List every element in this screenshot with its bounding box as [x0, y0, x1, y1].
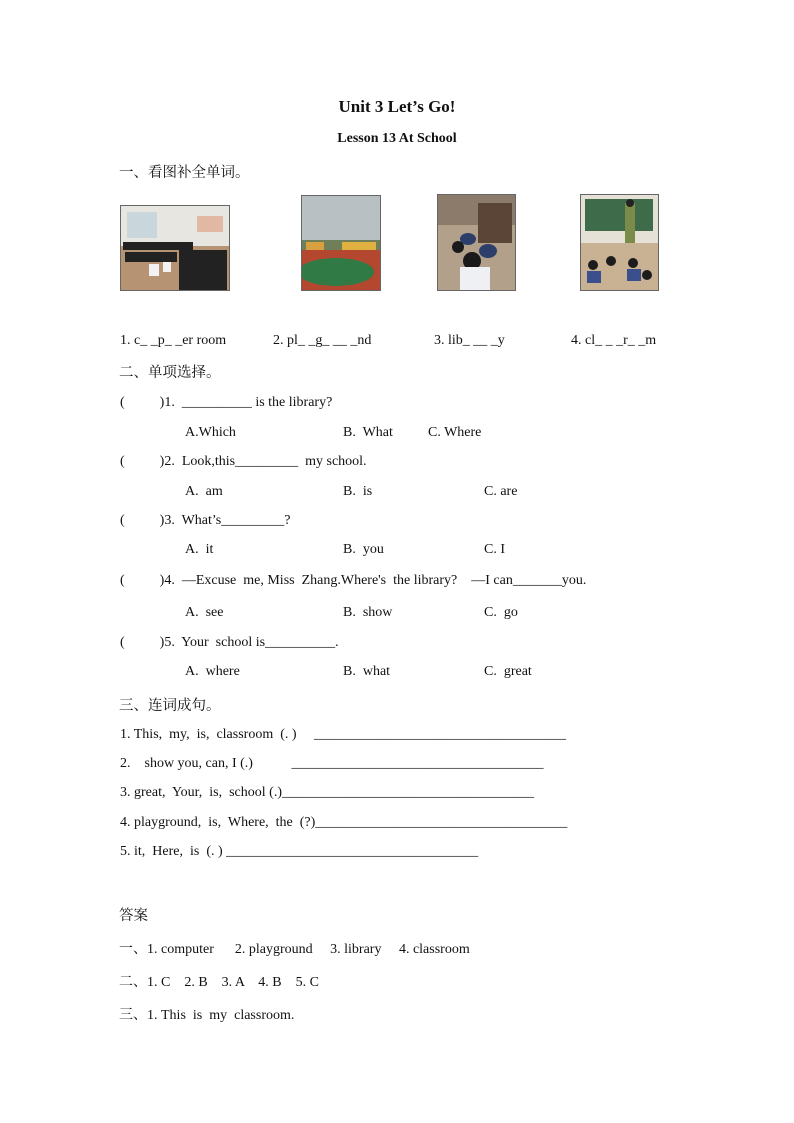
sentence-item-4: 4. playground, is, Where, the (?)____________________________________	[120, 815, 568, 830]
q4-option-c: C. go	[484, 605, 518, 620]
q4-option-b: B. show	[343, 605, 393, 620]
question-2: ( )2. Look,this_________ my school.	[120, 454, 367, 469]
question-5: ( )5. Your school is__________.	[120, 635, 339, 650]
q3-option-b: B. you	[343, 542, 384, 557]
classroom-photo	[580, 194, 659, 291]
word-item-1: 1. c_ _p_ _er room	[120, 333, 227, 348]
q2-option-b: B. is	[343, 484, 373, 499]
question-3: ( )3. What’s_________?	[120, 513, 291, 528]
q5-option-b: B. what	[343, 664, 391, 679]
answers-heading: 答案	[119, 908, 148, 924]
answers-line-3: 三、1. This is my classroom.	[119, 1008, 295, 1023]
page-subtitle: Lesson 13 At School	[337, 131, 457, 146]
computer-room-photo	[120, 205, 230, 291]
q1-option-b: B. What	[343, 425, 393, 440]
word-item-2: 2. pl_ _g_ __ _nd	[273, 333, 372, 348]
section3-heading: 三、连词成句。	[119, 698, 221, 714]
word-item-4: 4. cl_ _ _r_ _m	[571, 333, 657, 348]
library-photo	[437, 194, 516, 291]
q5-option-c: C. great	[484, 664, 532, 679]
q5-option-a: A. where	[185, 664, 240, 679]
q4-option-a: A. see	[185, 605, 224, 620]
q1-option-a: A.Which	[185, 425, 236, 440]
word-item-3: 3. lib_ __ _y	[434, 333, 505, 348]
q1-option-c: C. Where	[428, 425, 482, 440]
answers-line-1: 一、1. computer 2. playground 3. library 4. classroom	[119, 942, 470, 957]
q2-option-a: A. am	[185, 484, 223, 499]
q3-option-c: C. I	[484, 542, 505, 557]
sentence-item-3: 3. great, Your, is, school (.)____________________________________	[120, 785, 534, 800]
answers-line-2: 二、1. C 2. B 3. A 4. B 5. C	[119, 975, 319, 990]
q2-option-c: C. are	[484, 484, 518, 499]
q3-option-a: A. it	[185, 542, 214, 557]
sentence-item-5: 5. it, Here, is (. ) ____________________________________	[120, 844, 479, 859]
question-4: ( )4. —Excuse me, Miss Zhang.Where's the library? —I can_______you.	[120, 573, 587, 588]
sentence-item-1: 1. This, my, is, classroom (. ) ____________________________________	[120, 727, 567, 742]
sentence-item-2: 2. show you, can, I (.) ____________________________________	[120, 756, 544, 771]
playground-photo	[301, 195, 381, 291]
section2-heading: 二、单项选择。	[119, 365, 221, 381]
question-1: ( )1. __________ is the library?	[120, 395, 333, 410]
page-title: Unit 3 Let’s Go!	[338, 97, 456, 116]
section1-heading: 一、看图补全单词。	[119, 165, 250, 181]
